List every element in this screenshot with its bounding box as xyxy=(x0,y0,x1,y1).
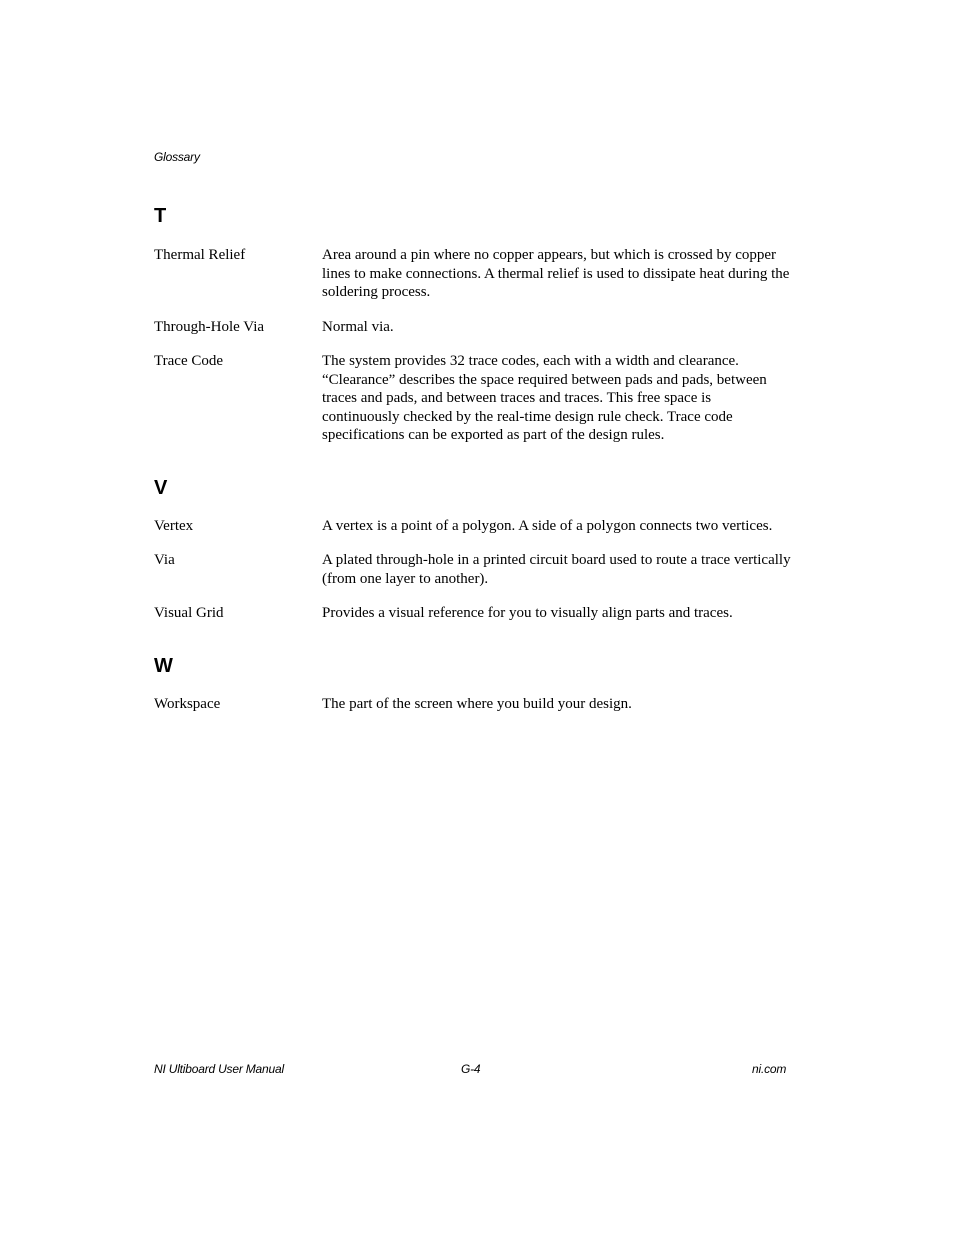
glossary-term: Trace Code xyxy=(154,353,224,369)
section-heading-t: T xyxy=(154,205,167,227)
glossary-term: Via xyxy=(154,552,175,568)
glossary-term: Thermal Relief xyxy=(154,247,246,263)
glossary-definition: A plated through-hole in a printed circuit board used to route a trace vertically (from one layer to another). xyxy=(322,552,791,587)
section-heading-v: V xyxy=(154,477,168,499)
glossary-term: Workspace xyxy=(154,696,221,712)
glossary-term: Visual Grid xyxy=(154,605,224,621)
glossary-term: Through-Hole Via xyxy=(154,319,265,335)
section-heading-w: W xyxy=(154,655,173,677)
glossary-definition: The system provides 32 trace codes, each with a width and clearance. “Clearance” describes the space required between pads and pads, between traces and pads, and between traces and traces. This free space is continuously checked by the real-time design rule check. Trace code specifications can be exported as part of the design rules. xyxy=(322,353,767,444)
running-head: Glossary xyxy=(154,150,200,164)
footer-page-number: G-4 xyxy=(461,1062,481,1076)
glossary-definition: Provides a visual reference for you to visually align parts and traces. xyxy=(322,605,733,621)
glossary-definition: Area around a pin where no copper appears, but which is crossed by copper lines to make connections. A thermal relief is used to dissipate heat during the soldering process. xyxy=(322,247,790,301)
glossary-definition: A vertex is a point of a polygon. A side of a polygon connects two vertices. xyxy=(322,518,773,534)
footer-manual-title: NI Ultiboard User Manual xyxy=(154,1062,284,1076)
glossary-term: Vertex xyxy=(154,518,194,534)
glossary-definition: The part of the screen where you build your design. xyxy=(322,696,632,712)
footer-website: ni.com xyxy=(752,1062,787,1076)
glossary-definition: Normal via. xyxy=(322,319,394,335)
